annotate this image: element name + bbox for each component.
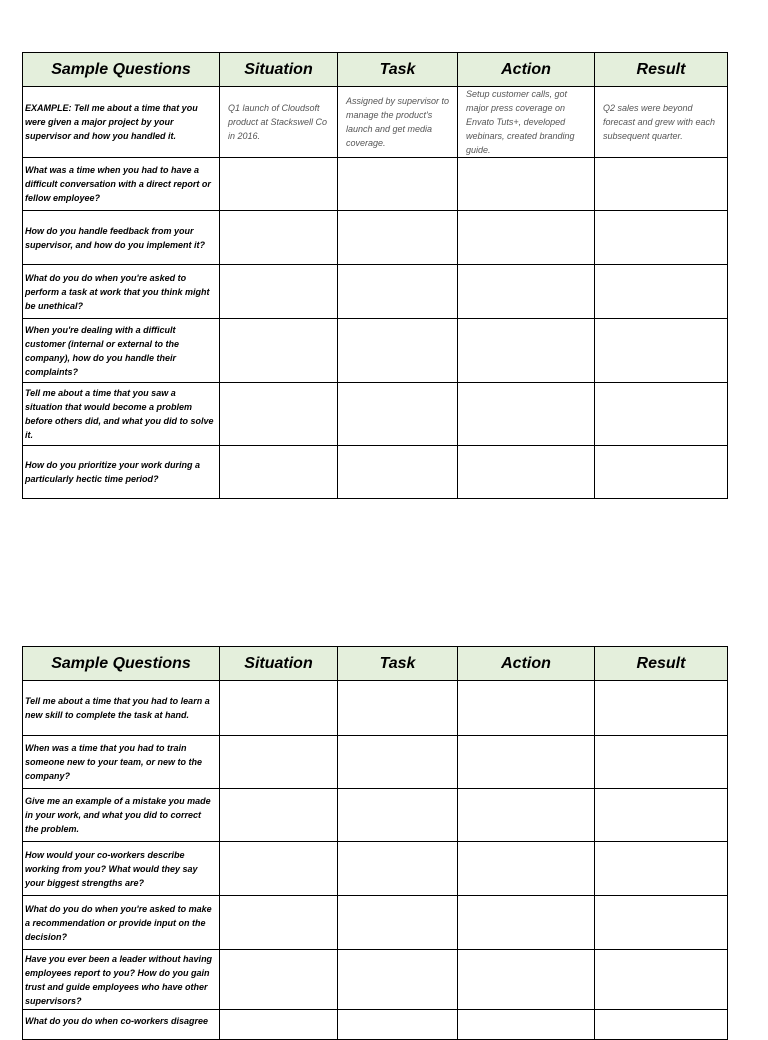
question-cell: What do you do when you're asked to make a recommendation or provide input on the decision? [23, 896, 220, 950]
table-row [23, 736, 728, 789]
situation-cell[interactable] [220, 265, 338, 319]
action-cell[interactable] [458, 265, 595, 319]
header-row [23, 53, 728, 87]
action-cell[interactable] [458, 158, 595, 211]
action-cell[interactable] [458, 211, 595, 265]
question-cell: Tell me about a time that you saw a situation that would become a problem before others did, and what you did to solve it. [23, 383, 220, 446]
result-cell[interactable] [595, 383, 728, 446]
example-situation: Q1 launch of Cloudsoft product at Stackswell Co in 2016. [220, 87, 338, 158]
question-cell: When was a time that you had to train someone new to your team, or new to the company? [23, 736, 220, 789]
task-cell[interactable] [338, 736, 458, 789]
task-cell[interactable] [338, 950, 458, 1010]
result-cell[interactable] [595, 842, 728, 896]
task-cell[interactable] [338, 265, 458, 319]
header-result: Result [595, 647, 728, 681]
question-cell: What was a time when you had to have a difficult conversation with a direct report or fellow employee? [23, 158, 220, 211]
header-action: Action [458, 647, 595, 681]
table-row [23, 446, 728, 499]
question-cell: Tell me about a time that you had to learn a new skill to complete the task at hand. [23, 681, 220, 736]
example-task: Assigned by supervisor to manage the product's launch and get media coverage. [338, 87, 458, 158]
situation-cell[interactable] [220, 789, 338, 842]
result-cell[interactable] [595, 158, 728, 211]
situation-cell[interactable] [220, 211, 338, 265]
situation-cell[interactable] [220, 950, 338, 1010]
result-cell[interactable] [595, 789, 728, 842]
header-situation: Situation [220, 53, 338, 87]
question-cell: Give me an example of a mistake you made in your work, and what you did to correct the problem. [23, 789, 220, 842]
result-cell[interactable] [595, 265, 728, 319]
task-cell[interactable] [338, 446, 458, 499]
task-cell[interactable] [338, 383, 458, 446]
table-row [23, 950, 728, 1010]
situation-cell[interactable] [220, 158, 338, 211]
task-cell[interactable] [338, 789, 458, 842]
question-cell: How do you prioritize your work during a particularly hectic time period? [23, 446, 220, 499]
action-cell[interactable] [458, 383, 595, 446]
action-cell[interactable] [458, 736, 595, 789]
result-cell[interactable] [595, 319, 728, 383]
result-cell[interactable] [595, 211, 728, 265]
star-questions-table [22, 646, 728, 1040]
table-row [23, 158, 728, 211]
question-cell: How do you handle feedback from your supervisor, and how do you implement it? [23, 211, 220, 265]
action-cell[interactable] [458, 681, 595, 736]
situation-cell[interactable] [220, 842, 338, 896]
question-cell: Have you ever been a leader without having employees report to you? How do you gain trust and guide employees who have other supervisors? [23, 950, 220, 1010]
action-cell[interactable] [458, 789, 595, 842]
example-result: Q2 sales were beyond forecast and grew with each subsequent quarter. [595, 87, 728, 158]
table-row [23, 1010, 728, 1040]
action-cell[interactable] [458, 842, 595, 896]
result-cell[interactable] [595, 736, 728, 789]
question-cell: When you're dealing with a difficult customer (internal or external to the company), how do you handle their complaints? [23, 319, 220, 383]
header-situation: Situation [220, 647, 338, 681]
action-cell[interactable] [458, 1010, 595, 1040]
situation-cell[interactable] [220, 896, 338, 950]
result-cell[interactable] [595, 896, 728, 950]
result-cell[interactable] [595, 446, 728, 499]
result-cell[interactable] [595, 681, 728, 736]
result-cell[interactable] [595, 1010, 728, 1040]
task-cell[interactable] [338, 1010, 458, 1040]
table-row [23, 681, 728, 736]
situation-cell[interactable] [220, 446, 338, 499]
question-cell: What do you do when co-workers disagree [23, 1010, 220, 1040]
question-cell: What do you do when you're asked to perform a task at work that you think might be unethical? [23, 265, 220, 319]
example-question: EXAMPLE: Tell me about a time that you were given a major project by your supervisor and how you handled it. [23, 87, 220, 158]
action-cell[interactable] [458, 446, 595, 499]
example-row [23, 87, 728, 158]
header-sample-questions: Sample Questions [23, 647, 220, 681]
header-result: Result [595, 53, 728, 87]
question-cell: How would your co-workers describe working from you? What would they say your biggest strengths are? [23, 842, 220, 896]
table-row [23, 789, 728, 842]
task-cell[interactable] [338, 158, 458, 211]
sheet-table-2 [22, 646, 727, 1040]
result-cell[interactable] [595, 950, 728, 1010]
table-row [23, 319, 728, 383]
header-action: Action [458, 53, 595, 87]
action-cell[interactable] [458, 950, 595, 1010]
action-cell[interactable] [458, 319, 595, 383]
task-cell[interactable] [338, 319, 458, 383]
table-row [23, 842, 728, 896]
action-cell[interactable] [458, 896, 595, 950]
star-questions-table [22, 52, 728, 499]
table-row [23, 211, 728, 265]
task-cell[interactable] [338, 896, 458, 950]
header-task: Task [338, 647, 458, 681]
task-cell[interactable] [338, 211, 458, 265]
situation-cell[interactable] [220, 383, 338, 446]
table-row [23, 265, 728, 319]
situation-cell[interactable] [220, 1010, 338, 1040]
sheet-table-1 [22, 52, 727, 499]
table-row [23, 896, 728, 950]
situation-cell[interactable] [220, 736, 338, 789]
situation-cell[interactable] [220, 319, 338, 383]
task-cell[interactable] [338, 842, 458, 896]
table-row [23, 383, 728, 446]
task-cell[interactable] [338, 681, 458, 736]
header-row [23, 647, 728, 681]
header-sample-questions: Sample Questions [23, 53, 220, 87]
situation-cell[interactable] [220, 681, 338, 736]
example-action: Setup customer calls, got major press coverage on Envato Tuts+, developed webinars, created branding guide. [458, 87, 595, 158]
header-task: Task [338, 53, 458, 87]
